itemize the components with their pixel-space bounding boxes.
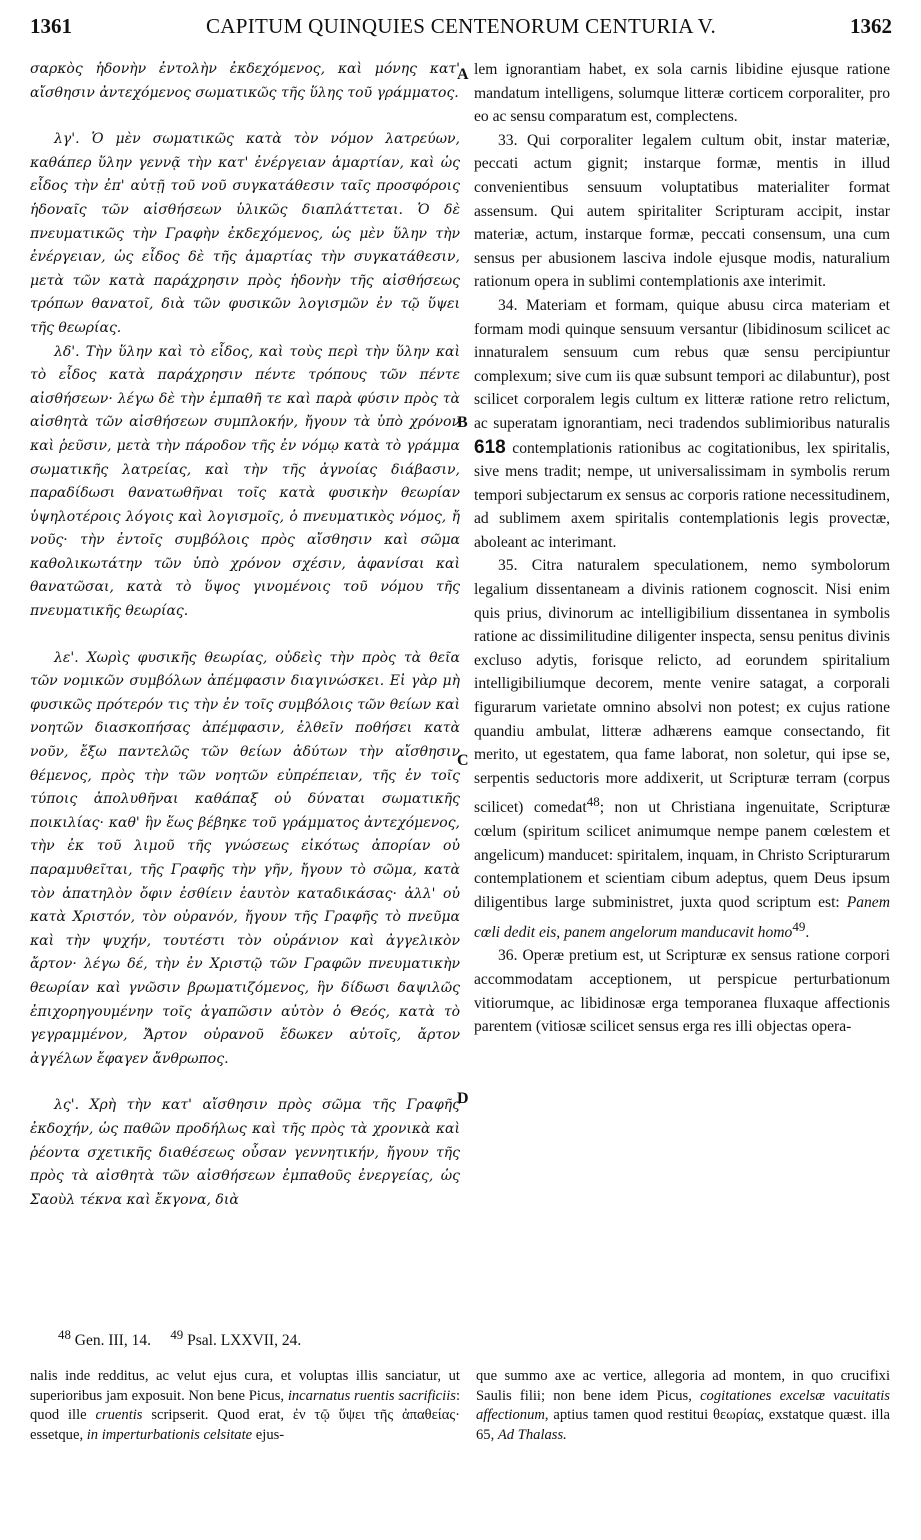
note-left-text-3: scripserit. Quod erat, ἐν τῷ ὕψει τῆς ἀπαθείας· essetque, [30,1407,460,1443]
latin-paragraph-35-cont: ; non ut Christiana ingenuitate, Scripturæ cœlum (spiritum scilicet animumque nempe panem cœlestem et angelicum) manducet: spiritalem, inquam, in Christo Scripturarum contemplationem et scientiam cibum adeptus, quem Deus ipsum diligentibus large subministret, juxta quod scriptum est: [474,799,890,911]
latin-paragraph-34 [474,294,890,555]
latin-column [474,58,890,1039]
latin-paragraph-35: 35. Citra naturalem speculationem, nemo symbolorum legalium dissentaneam a divinis rationem cognoscit. Nisi enim quis prius, divinorum ac intelligibilium dissentanea in symbolis ratione ac dissimilitudine diligenter inspecta, sensu penitus divinis excluso adytis, forisque relicto, ad eorundem spiritalium intelligibiliumque decorem, mente venire satagat, a corporali figurarum varietate omnino absolvi non potest; ex cujus ratione quandiu ambulat, litteræ adhærens eamque consectando, fit merito, ut egestatem, qua fame laborat, non soletur, qui ipse se, serpentis seductoris more addixerit, ut Scripturæ terram (corpus scilicet) comedat$^{48}$; non ut Christiana ingenuitate, Scripturæ cœlum (spiritum scilicet animumque nempe panem cœlestem et angelicum) manducet: spiritalem, inquam, in Christo Scripturarum contemplationem et scientiam cibum adeptus, quem Deus ipsum diligentibus large subministret, juxta quod scriptum est: Panem cœli dedit eis, panem angelorum manducavit homo$^{49}$. [474,557,890,941]
note-left-italic-2: cruentis [95,1407,143,1423]
margin-letter-d: D [457,1090,469,1107]
note-left-text-1: nalis inde redditus, ac velut ejus cura, et voluptas illis sanciatur, ut superioribus jam exposuit. Non bene Picus, [30,1368,460,1404]
footnote-ref-48: 48 [586,794,600,810]
greek-column [30,58,460,1212]
running-header [30,6,892,46]
footnote-48: Gen. III, 14. [74,1332,151,1350]
greek-paragraph-1: σαρκὸς ἡδονὴν ἐντολὴν ἐκδεχόμενος, καὶ μόνης κατ' αἴσθησιν ἀντεχόμενος σωματικῶς τῆς ὕλης τοῦ γράμματος. [30,61,460,101]
margin-letter-c: C [457,752,469,769]
latin-paragraph-35-text: 35. Citra naturalem speculationem, nemo symbolorum legalium dissentaneam a divinis rationem cognoscit. Nisi enim quis prius, divinorum ac intelligibilium dissentanea in symbolis ratione ac dissimilitudine diligenter inspecta, sensu penitus divinis excluso adytis, forisque relicto, ad eorundem spiritalium intelligibiliumque decorem, mente venire satagat, a corporali figurarum varietate omnino absolvi non potest; ex cujus ratione quandiu ambulat, litteræ adhærens eamque consectando, fit merito, ut egestatem, qua fame laborat, non soletur, qui ipse se, serpentis seductoris more addixerit, ut Scripturæ terram (corpus scilicet) comedat [474,557,890,817]
column-number: 618 [474,436,506,458]
note-left-italic-1: incarnatus ruentis sacrificiis [287,1387,456,1404]
greek-paragraph-33: λγ'. Ὁ μὲν σωματικῶς κατὰ τὸν νόμον λατρεύων, καθάπερ ὕλην γεννᾷ τὴν κατ' ἐνέργειαν ἁμαρτίαν, καὶ ὡς εἶδος τὴν ἐπ' αὐτῇ τοῦ νοῦ συγκατάθεσιν ταῖς προσφόροις ἡδοναῖς τῶν αἰσθήσεων ὑλικῶς διαπλάττεται. Ὁ δὲ πνευματικῶς τὴν Γραφὴν ἐκδεχόμενος, ὡς μὲν ὕλην τὴν ἐνέργειαν, ὡς εἶδος δὲ τῆς ἁμαρτίας τὴν συγκατάθεσιν, μετὰ τῶν κατὰ παράχρησιν πρὸς ἡδονὴν τῆς αἰσθήσεως τρόπων θανατοῖ, διὰ τῶν φυσικῶν λογισμῶν ἐν τῷ ὕψει τῆς θεωρίας. [30,131,460,336]
latin-paragraph-33: 33. Qui corporaliter legalem cultum obit, instar materiæ, peccati actum gignit; instarque formæ, mentis in illud convenientibus sensuum voluptatibus materialiter format assensum. Qui autem spiritaliter Scripturam accipit, instar materiæ, actum, instarque formæ, peccati consensum, una cum sensus per abusionem lasciva indole ejusque modis, naturalium rationum opera in sublimi contemplationis axe interimit. [474,131,890,291]
editor-note-left [30,1367,460,1445]
latin-paragraph-1: lem ignorantiam habet, ex sola carnis libidine ejusque ratione mandatum intelligens, solumque litteræ corticem corporaliter, pro eo ac sensu comparatum est, complectens. [474,61,890,126]
greek-paragraph-34: λδ'. Τὴν ὕλην καὶ τὸ εἶδος, καὶ τοὺς περὶ τὴν ὕλην καὶ τὸ εἶδος κατὰ παράχρησιν πέντε τρόπους τῶν πέντε αἰσθήσεων· λέγω δὲ τὴν ἐμπαθῆ τε καὶ παρὰ φύσιν πρὸς τὰ αἰσθητὰ τῶν αἰσθήσεων συμπλοκήν, ἤγουν τὰ ὑπὸ χρόνον καὶ ῥεῦσιν, μετὰ τὴν πάροδον τῆς ἐν νόμῳ κατὰ τὸ γράμμα σωματικῆς λατρείας, καὶ τὴν τῆς ἀγνοίας διάβασιν, παραδίδωσι θανατωθῆναι τοῖς κατὰ φυσικὴν θεωρίαν ὑψηλοτέροις λόγοις καὶ λογισμοῖς, ὁ πνευματικὸς νόμος, ἤ νοῦς· τὴν ἐντοῖς συμβόλοις πρὸς αἴσθησιν καὶ σῶμα καθολικωτάτην τῶν ὑπὸ χρόνον σχέσιν, ἀφανίσαι καὶ θανατῶσαι, κατὰ τὸ ὕψος γινομένοις τοῦ νόμου τῆς πνευματικῆς θεωρίας. [30,343,460,620]
running-title: CAPITUM QUINQUIES CENTENORUM CENTURIA V. [206,14,716,38]
latin-quote: Panem cœli dedit eis, panem angelorum manducavit homo [474,893,890,941]
page-number-left: 1361 [30,14,72,38]
margin-letter-b: B [457,414,468,431]
latin-paragraph-34-cont: contemplationis rationibus ac cogitationibus, lex spiritalis, sive mens tradit; nempe, ut universalissimam in symbolis rerum tempori subjectarum ex sensus ac corporis ratione necessitudinem, ad sublimem axem spiritalis contemplationis legis provectæ, aboleant ac interimant. [474,439,890,551]
latin-paragraph-36: 36. Operæ pretium est, ut Scripturæ ex sensus ratione corpori accommodatam acceptionem, ut perspicue perturbationum vitiorumque, ac libidinosæ erga temporanea fluxaque affectionis parentem (vitiosæ scilicet sensus erga res illi objectas opera- [474,947,890,1036]
footnote-49: Psal. LXXVII, 24. [187,1332,302,1350]
footnotes [58,1327,478,1350]
editor-note-right [476,1367,890,1445]
note-left-text-4: ejus- [252,1426,285,1443]
note-left-italic-3: in imperturbationis celsitate [86,1426,253,1443]
note-left-text-2: : quod ille [30,1387,460,1423]
footnote-ref-49: 49 [792,918,806,934]
footnote-mark-48: 48 [58,1327,71,1342]
latin-paragraph-34-text: 34. Materiam et formam, quique abusu circa materiam et formam modi quinque sensuum versantur (libidinosum scilicet ac innaturalem sensuum cum rebus quæ sensu percipiuntur complexum; sive cum iis quæ subsunt tempori ac dilabuntur), post scilicet corporalem legis cultum ex litteræ ratione retro relictum, ac superatam ignorantiam, neci tradendos sublimioribus naturalis [474,296,890,432]
note-right-italic-1: cogitationes excelsæ vacuitatis affectionum [476,1387,890,1423]
greek-paragraph-35: λε'. Χωρὶς φυσικῆς θεωρίας, οὐδεὶς τὴν πρὸς τὰ θεῖα τῶν νομικῶν συμβόλων ἀπέμφασιν διαγινώσκει. Εἰ γὰρ μὴ φυσικῶς πρότερόν τις τὴν ἐν τοῖς συμβόλοις τῶν θείων καὶ νοητῶν διασκοπήσας ἀπέμφασιν, ἐλθεῖν ποθήσει κατὰ νοῦν, ἔξω παντελῶς τῶν θείων ἀδύτων τὴν αἴσθησιν θέμενος, πρὸς τὴν τῶν νοητῶν εὐπρέπειαν, τῆς ἐν τοῖς τύποις ἀπολυθῆναι καθάπαξ οὐ δύναται σωματικῆς ποικιλίας· καθ' ἣν ἕως βέβηκε τοῦ γράμματος ἀντεχόμενος, τὴν ἐκ τοῦ λιμοῦ τῆς γνώσεως εἰκότως ἀπορίαν οὐ παραμυθεῖται, τῆς Γραφῆς τὴν γῆν, ἤγουν τὸ σῶμα, κατὰ τὸν ἀπατηλὸν ὄφιν ἐσθίειν ἑαυτὸν καταδικάσας· ἀλλ' οὐ κατὰ Χριστόν, τὸν οὐρανόν, ἤγουν τῆς Γραφῆς τὸ πνεῦμα καὶ τὴν ψυχήν, τουτέστι τὸν οὐράνιον καὶ ἀγγελικὸν ἄρτον· λέγω δέ, τὴν ἐν Χριστῷ τῶν Γραφῶν πνευματικὴν θεωρίαν καὶ γνῶσιν βρωματιζόμενος, ἣν δίδωσι δαψιλῶς ἐπιχορηγουμένην τοῖς ἀγαπῶσιν αὐτὸν ὁ Θεός, κατὰ τὸ γεγραμμένον, Ἄρτον οὐρανοῦ ἔδωκεν αὐτοῖς, ἄρτον ἀγγέλων ἔφαγεν ἄνθρωπος. [30,649,460,1067]
footnote-mark-49: 49 [170,1327,184,1342]
margin-letter-a: A [457,66,469,83]
note-right-text-2: , aptius tamen quod restitui θεωρίας, exstatque quæst. illa 65, [476,1407,890,1443]
note-right-italic-2: Ad Thalass. [497,1426,567,1443]
greek-paragraph-36: λς'. Χρὴ τὴν κατ' αἴσθησιν πρὸς σῶμα τῆς Γραφῆς ἐκδοχήν, ὡς παθῶν προδήλως καὶ τῆς πρὸς τὰ χρονικὰ καὶ ῥέοντα σχετικῆς διαθέσεως οὖσαν γεννητικήν, ἤγουν τῆς πρὸς τὰ αἰσθητὰ τῶν αἰσθήσεων ἐμπαθοῦς ἐνεργείας, ὡς Σαοὺλ τέκνα καὶ ἔκγονα, διὰ [30,1097,460,1208]
page-number-right: 1362 [850,14,892,38]
note-right-text-1: que summo axe ac vertice, allegoria ad montem, in quo crucifixi Saulis filii; non bene idem Picus, [476,1368,890,1404]
